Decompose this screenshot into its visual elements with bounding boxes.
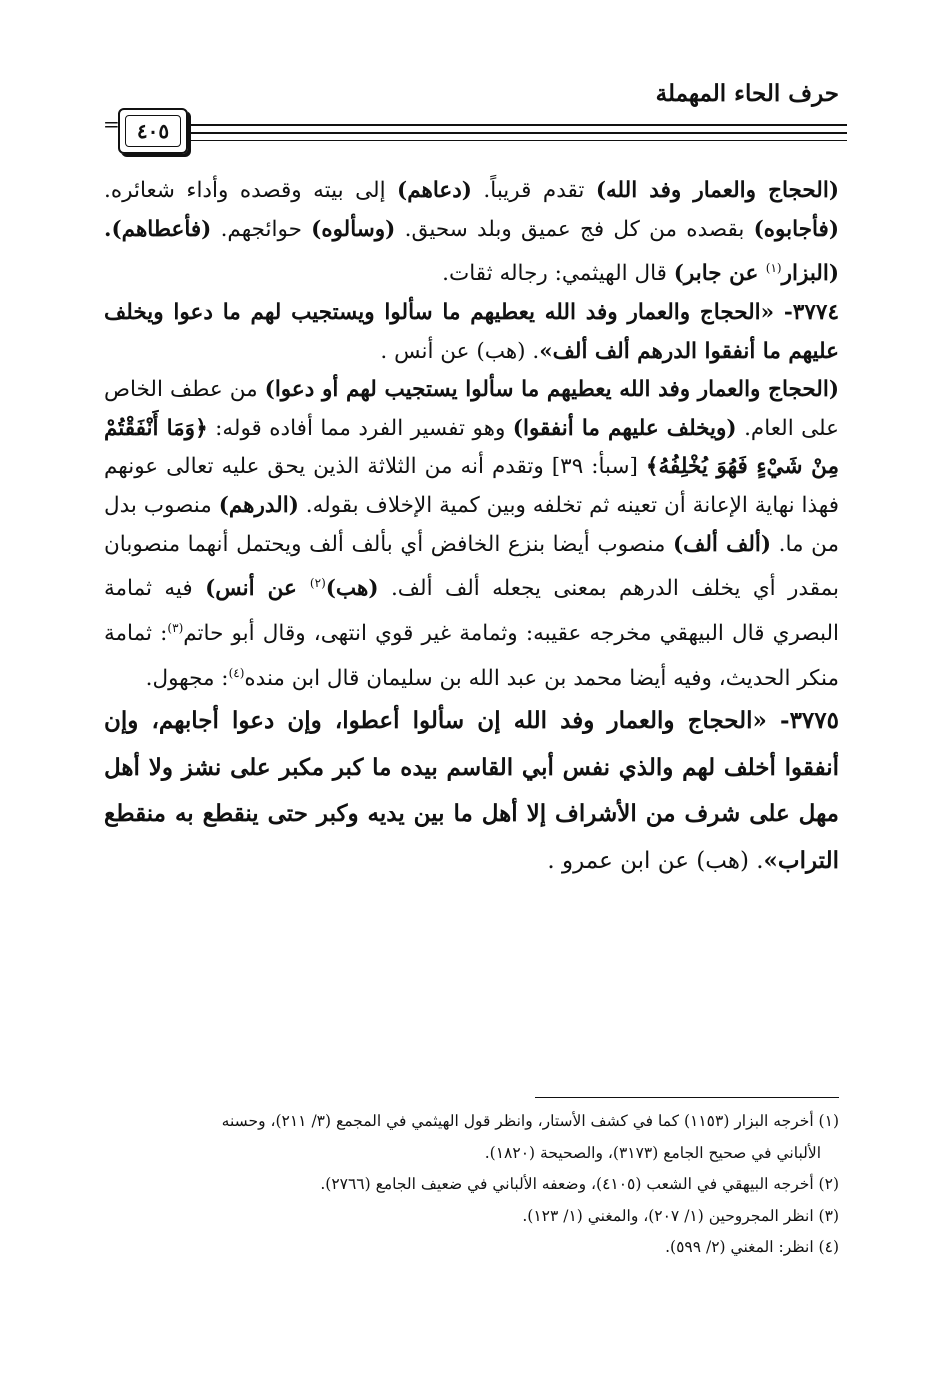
footnote-separator xyxy=(535,1097,839,1098)
footnote-ref: (٤) xyxy=(228,665,245,680)
header-rule xyxy=(188,140,847,141)
page-number-frame xyxy=(118,108,188,154)
commentary-paragraph: (الحجاج والعمار وفد الله يعطيهم ما سألوا يستجيب لهم أو دعوا) من عطف الخاص على العام. (ويخلف عليهم ما أنفقوا) وهو تفسير الفرد مما أفاده قوله: ﴿وَمَا أَنْفَقْتُمْ مِنْ شَيْءٍ فَهُوَ يُخْلِفُهُ﴾ [سبأ: ٣٩] وتقدم أنه من الثلاثة الذين يحق عليه تعالى عونهم فهذا نهاية الإعانة أن تعينه ثم تخلفه وبين كمية الإخلاف بقوله. (الدرهم) منصوب بدل من ما. (ألف ألف) منصوب أيضا بنزع الخافض أي بألف ألف ويحتمل أنهما منصوبان بمقدر أي يخلف الدرهم بمعنى يجعله ألف ألف. (هب)$^{(٢)}$ عن أنس) فيه ثمامة البصري قال البيهقي مخرجه عقيبه: وثمامة غير قوي انتهى، وقال أبو حاتم$^{(٣)}$: ثمامة منكر الحديث، وفيه أيضا محمد بن عبد الله بن سليمان قال ابن منده$^{(٤)}$: مجهول. xyxy=(104,377,840,691)
header-rule xyxy=(188,124,847,126)
header-rule xyxy=(188,132,847,134)
hadith-3774: ٣٧٧٤- «الحجاج والعمار وفد الله يعطيهم ما سألوا ويستجيب لهم ما دعوا ويخلف عليهم ما أنفقوا الدرهم ألف ألف». (هب) عن أنس . xyxy=(104,299,839,364)
footnote-1: (١) أخرجه البزار (١١٥٣) كما في كشف الأستار، وانظر قول الهيثمي في المجمع (٣/ ٢١١)، وحسنه xyxy=(221,1112,839,1130)
commentary-paragraph: (الحجاج والعمار وفد الله) تقدم قريباً. (دعاهم) إلى بيته وقصده وأداء شعائره. (فأجابوه) بقصده من كل فج عميق وبلد سحيق. (وسألوه) حوائجهم. (فأعطاهم). (البزار$^{(١)}$ عن جابر) قال الهيثمي: رجاله ثقات. xyxy=(104,178,839,287)
running-header-title: حرف الحاء المهملة xyxy=(655,80,839,107)
quran-verse: ﴿وَمَا أَنْفَقْتُمْ مِنْ شَيْءٍ فَهُوَ يُخْلِفُهُ﴾ xyxy=(104,415,839,480)
footnote-ref: (٣) xyxy=(167,620,184,635)
footnote-ref: (١) xyxy=(765,261,782,276)
header-ornament: = xyxy=(103,112,120,136)
footnotes xyxy=(104,1106,839,1264)
footnote-3: (٣) انظر المجروحين (١/ ٢٠٧)، والمغني (١/ ١٢٣). xyxy=(522,1206,839,1225)
hadith-3775: ٣٧٧٥- «الحجاج والعمار وفد الله إن سألوا أعطوا، وإن دعوا أجابهم، وإن أنفقوا أخلف لهم والذي نفس أبي القاسم بيده ما كبر مكبر على نشز ولا أهل مهل على شرف من الأشراف إلا أهل ما بين يديه وكبر حتى ينقطع به منقطع التراب». (هب) عن ابن عمرو . xyxy=(104,707,839,874)
footnote-4: (٤) انظر: المغني (٢/ ٥٩٩). xyxy=(665,1238,839,1256)
footnote-1-continued: الألباني في صحيح الجامع (٣١٧٣)، والصحيحة (١٨٢٠). xyxy=(484,1143,821,1162)
footnote-2: (٢) أخرجه البيهقي في الشعب (٤١٠٥)، وضعفه الألباني في ضعيف الجامع (٢٧٦٦). xyxy=(320,1175,839,1193)
page-number: ٤٠٥ xyxy=(125,115,181,147)
main-text xyxy=(104,172,839,884)
footnote-ref: (٢) xyxy=(309,576,326,591)
